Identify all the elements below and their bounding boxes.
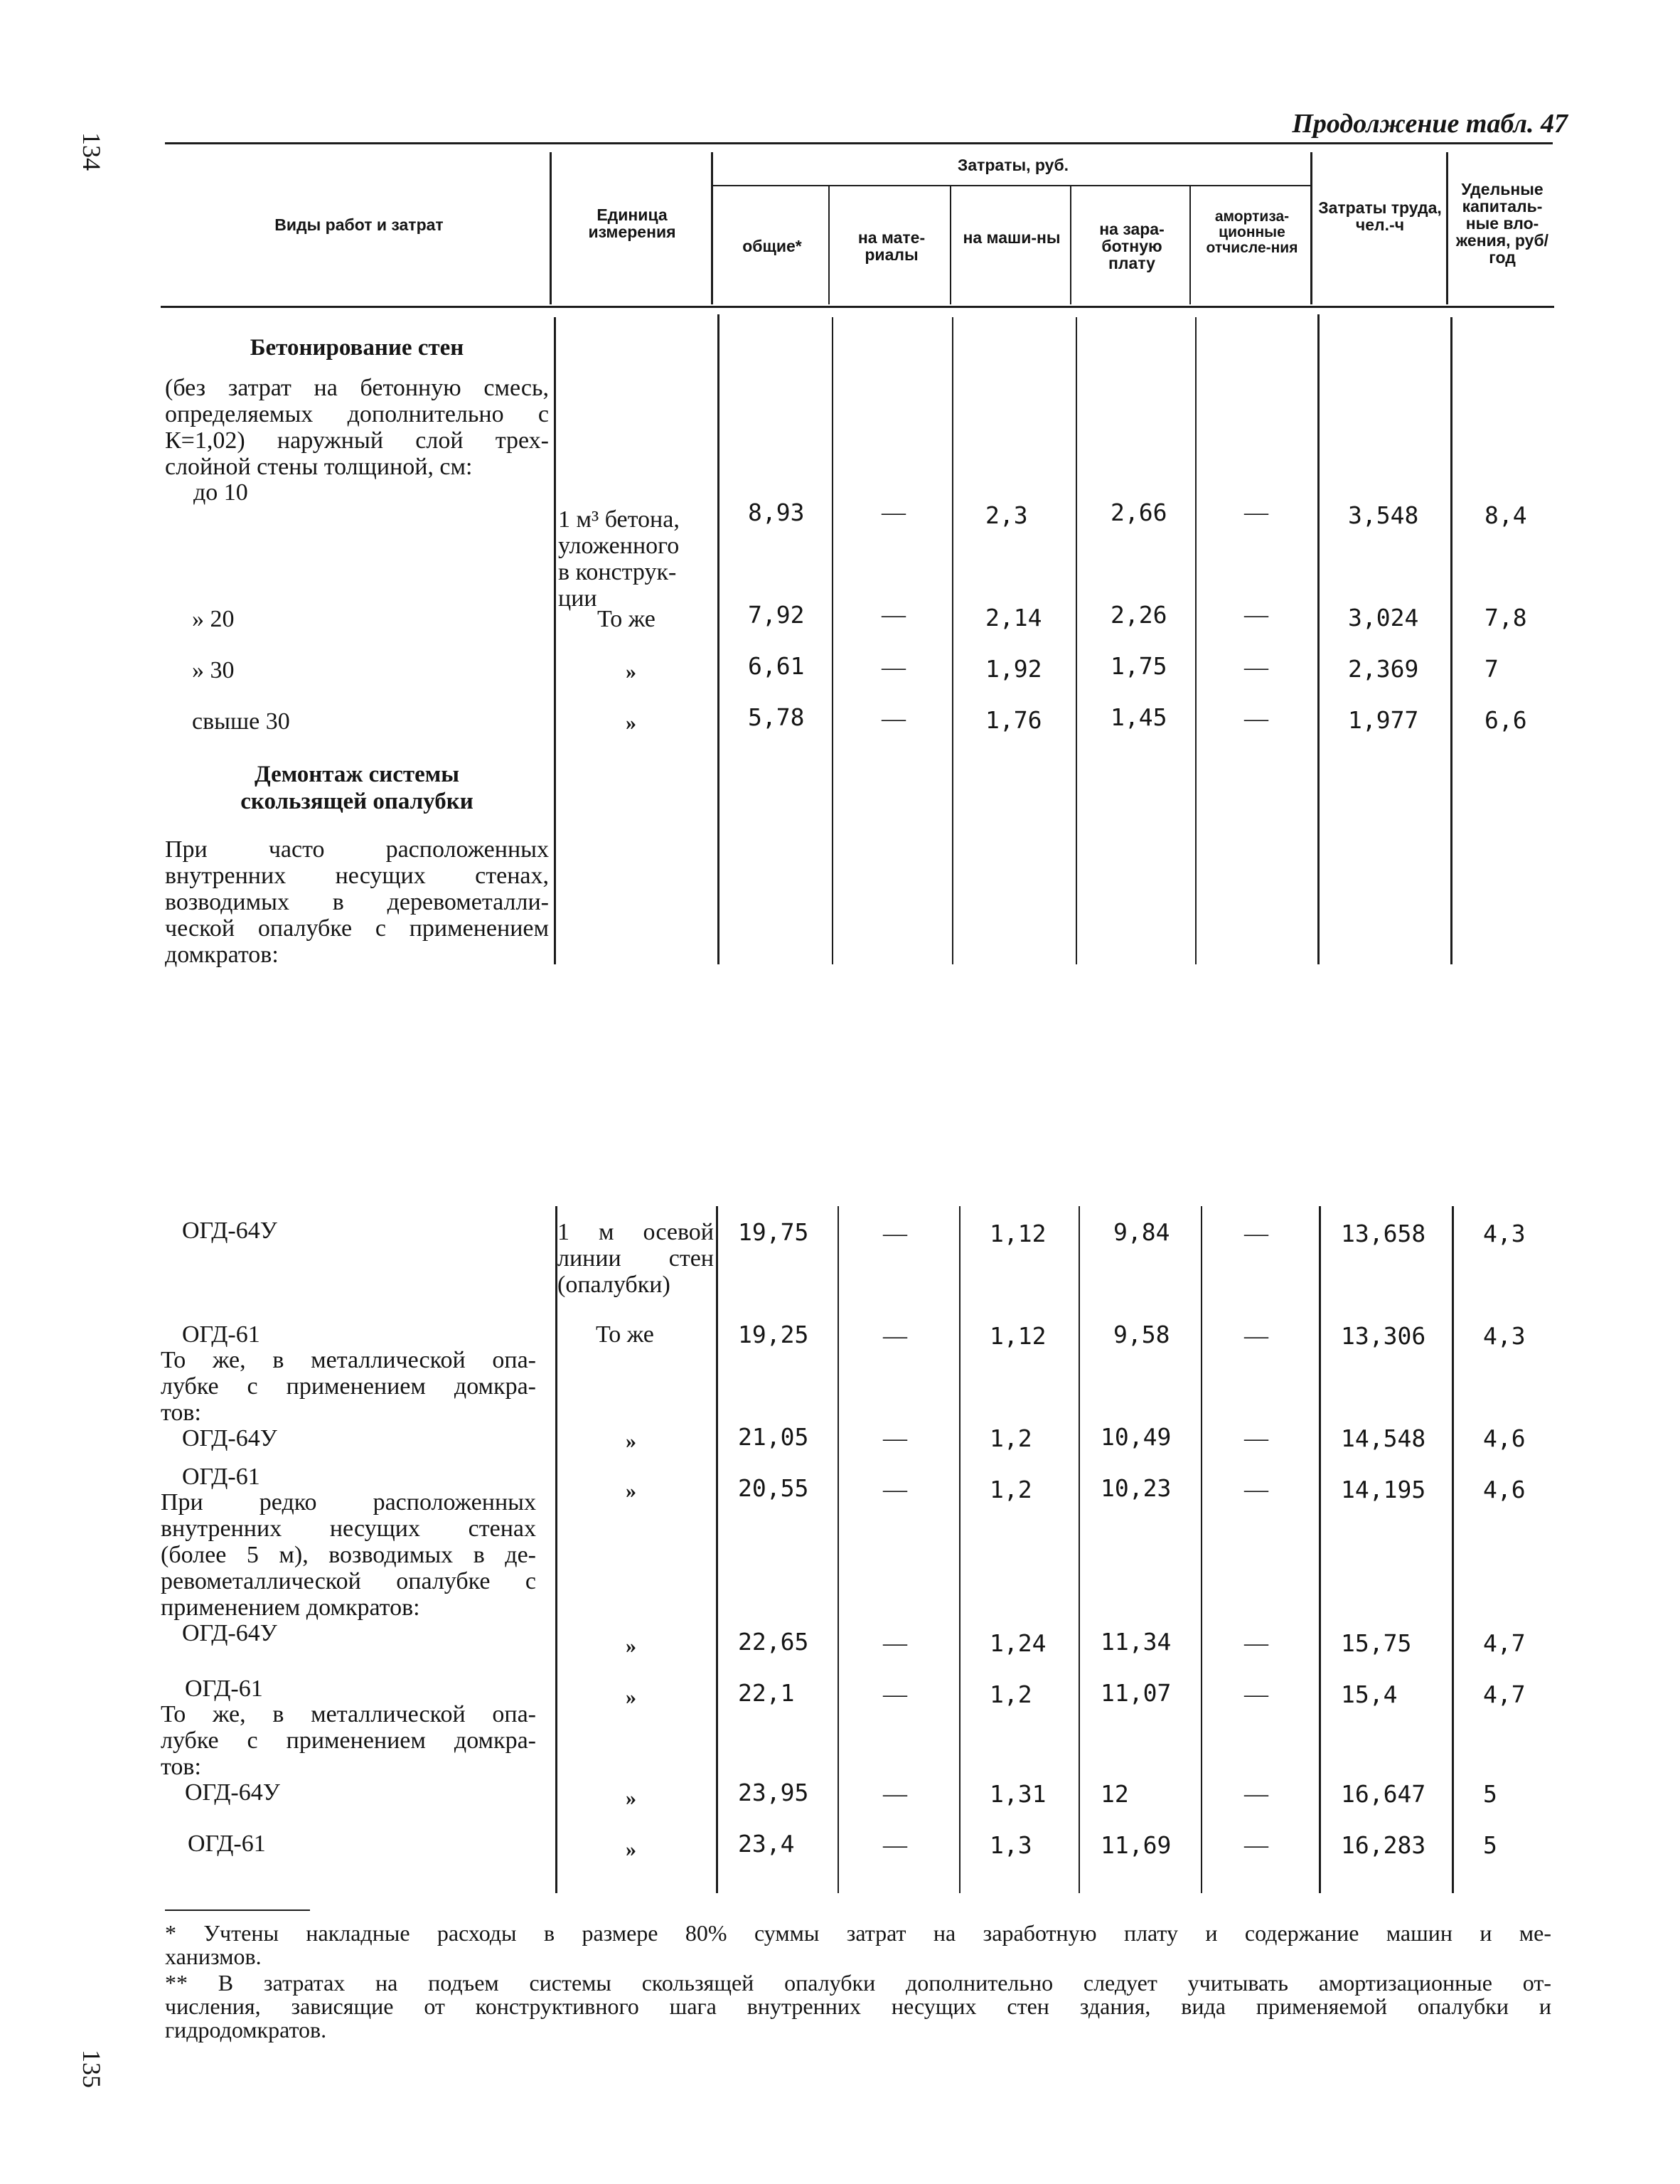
cell-labor: 3,548 [1348,501,1419,529]
header-vline [1189,186,1191,304]
cell-machines: 1,31 [990,1780,1047,1808]
header-vline [950,186,951,304]
row-label: ОГД-64У [182,1425,277,1451]
cell-wages: 9,58 [1113,1321,1170,1348]
cell-wages: 11,34 [1101,1628,1172,1656]
page-number-bottom: 135 [77,2050,106,2088]
row-label: ОГД-61 [182,1464,260,1490]
cell-wages: 11,07 [1101,1679,1172,1707]
cell-capital: 4,3 [1483,1322,1526,1350]
section-title-concreting: Бетонирование стен [250,335,464,361]
header-vline [1070,186,1071,304]
header-vline [1446,152,1448,304]
cell-labor: 2,369 [1348,655,1419,683]
cell-capital: 7,8 [1484,604,1527,632]
cell-machines: 1,92 [985,655,1042,683]
cell-wages: 1,45 [1111,703,1167,731]
row-label: » 20 [192,606,235,632]
cell-total: 5,78 [748,703,805,731]
cell-labor: 16,283 [1341,1831,1426,1859]
body-vline [1195,317,1197,964]
cell-materials: — [883,1476,907,1503]
cell-materials: — [883,1425,907,1451]
cell-machines: 1,2 [990,1476,1032,1503]
cell-wages: 2,66 [1111,499,1167,526]
row-label: свыше 30 [192,708,290,735]
cell-depreciation: — [1244,1425,1268,1451]
body-vline [1450,317,1452,964]
cell-materials: — [883,1220,907,1247]
page-number-top: 134 [77,132,106,171]
header-depreciation: амортиза-ционные отчисле-ния [1206,208,1298,256]
cell-depreciation: — [1244,1630,1268,1656]
body-vline [1079,1206,1080,1893]
cell-total: 22,65 [738,1628,809,1656]
cell-wages: 10,23 [1101,1474,1172,1502]
header-costs-group: Затраты, руб. [957,156,1069,174]
header-total: общие* [742,237,802,255]
note-metal-formwork: То же, в металлической опа- лубке с применением домкра- тов: [161,1347,536,1426]
row-unit: То же [596,1321,654,1348]
cell-materials: — [882,654,906,681]
cell-machines: 1,24 [990,1629,1047,1657]
cell-machines: 1,3 [990,1831,1032,1859]
cell-capital: 4,3 [1483,1220,1526,1247]
cell-depreciation: — [1244,654,1268,681]
row-unit: 1 м³ бетона, уложенного в конструк- ции [558,506,680,612]
table-top-rule [165,142,1553,144]
cell-wages: 1,75 [1111,652,1167,680]
cell-labor: 13,658 [1341,1220,1426,1247]
header-capital: Удельные капиталь-ные вло-жения, руб/год [1455,180,1549,267]
body-vline [832,317,833,964]
cell-labor: 13,306 [1341,1322,1426,1350]
row-label: ОГД-64У [182,1620,277,1646]
cell-depreciation: — [1244,602,1268,628]
cell-total: 22,1 [738,1679,795,1707]
row-unit: » [626,660,636,683]
cell-materials: — [882,705,906,732]
section-title-dismantling: Демонтаж системы скользящей опалубки [240,762,473,814]
note-rare-walls: При редко расположенных внутренних несущих стенах (более 5 м), возводимых в де- ревометаллической опалубке с применением домкратов: [161,1489,536,1621]
row-unit: » [626,1786,636,1810]
cell-total: 7,92 [748,601,805,629]
cell-labor: 1,977 [1348,706,1419,734]
cell-capital: 7 [1484,655,1499,683]
cell-total: 23,4 [738,1830,795,1858]
body-vline [952,317,953,964]
cell-depreciation: — [1244,1323,1268,1349]
row-label: ОГД-64У [185,1779,280,1806]
cell-capital: 8,4 [1484,501,1527,529]
row-unit: » [626,711,636,735]
cell-labor: 14,548 [1341,1424,1426,1452]
cell-machines: 1,2 [990,1680,1032,1708]
body-vline [959,1206,961,1893]
cell-wages: 2,26 [1111,601,1167,629]
cell-machines: 1,12 [990,1220,1047,1247]
header-bottom-rule [161,306,1554,308]
body-vline [554,317,556,964]
cell-depreciation: — [1244,705,1268,732]
cell-total: 23,95 [738,1779,809,1806]
cell-wages: 10,49 [1101,1423,1172,1451]
continuation-title: Продолжение табл. 47 [1292,109,1568,139]
header-wages: на зара-ботную плату [1099,220,1165,272]
cell-total: 8,93 [748,499,805,526]
cell-depreciation: — [1244,1681,1268,1708]
cell-labor: 3,024 [1348,604,1419,632]
body-vline [1319,1206,1321,1893]
cell-materials: — [883,1781,907,1807]
row-label: ОГД-61 [182,1321,260,1348]
cell-capital: 6,6 [1484,706,1527,734]
cell-capital: 4,7 [1483,1680,1526,1708]
section-description: При часто расположенных внутренних несущих стенах, возводимых в деревометалли- ческой опалубке с применением домкратов: [165,836,549,968]
cell-depreciation: — [1244,1220,1268,1247]
cell-total: 19,75 [738,1218,809,1246]
header-materials: на мате-риалы [857,228,926,264]
cell-materials: — [883,1323,907,1349]
row-unit: » [626,1479,636,1503]
cell-total: 19,25 [738,1321,809,1348]
cell-wages: 11,69 [1101,1831,1172,1859]
cell-capital: 4,6 [1483,1424,1526,1452]
row-label: » 30 [192,657,235,683]
body-vline [1076,317,1077,964]
header-unit: Единица измерения [588,206,676,241]
header-works: Виды работ и затрат [274,215,444,234]
body-vline [555,1206,557,1893]
cell-capital: 5 [1483,1780,1497,1808]
row-unit: 1 м осевой линии стен (опалубки) [557,1219,714,1298]
row-label: ОГД-61 [188,1831,266,1857]
cell-materials: — [883,1832,907,1858]
cell-depreciation: — [1244,499,1268,526]
section-description: (без затрат на бетонную смесь, определяемых дополнительно с К=1,02) наружный слой трех- слойной стены толщиной, см: [165,375,549,480]
cell-wages: 9,84 [1113,1218,1170,1246]
cell-depreciation: — [1244,1781,1268,1807]
cell-labor: 15,4 [1341,1680,1398,1708]
header-vline [550,152,552,304]
cell-machines: 2,3 [985,501,1028,529]
cell-depreciation: — [1244,1832,1268,1858]
cell-labor: 16,647 [1341,1780,1426,1808]
row-unit: То же [597,606,656,632]
cell-total: 20,55 [738,1474,809,1502]
row-unit: » [626,1838,636,1861]
row-unit: » [626,1634,636,1658]
row-unit: » [626,1429,636,1453]
row-unit: » [626,1685,636,1709]
cell-materials: — [882,499,906,526]
cell-materials: — [883,1681,907,1708]
cell-materials: — [882,602,906,628]
footnote-rule [165,1909,310,1911]
cell-capital: 5 [1483,1831,1497,1859]
row-label: ОГД-64У [182,1218,277,1244]
footnote-overhead: * Учтены накладные расходы в размере 80% суммы затрат на заработную плату и содержание машин и ме- ханизмов. [165,1920,1551,1969]
cell-capital: 4,6 [1483,1476,1526,1503]
header-labor: Затраты труда, чел.-ч [1318,198,1442,234]
cell-capital: 4,7 [1483,1629,1526,1657]
cell-machines: 1,76 [985,706,1042,734]
body-vline [1452,1206,1454,1893]
header-vline [711,152,713,304]
body-vline [717,314,719,964]
cell-labor: 14,195 [1341,1476,1426,1503]
row-label: ОГД-61 [185,1676,263,1702]
cell-total: 6,61 [748,652,805,680]
footnote-depreciation: ** В затратах на подъем системы скользящей опалубки дополнительно следует учитывать амортизационные от- числения, зависящие от конструктивного шага внутренних несущих стен здания, вида применяемой опалубки и гидродомкратов. [165,1970,1551,2042]
cell-depreciation: — [1244,1476,1268,1503]
body-vline [1317,314,1320,964]
header-vline [828,186,830,304]
header-machines: на маши-ны [963,228,1061,247]
cell-machines: 1,12 [990,1322,1047,1350]
header-vline [1310,152,1312,304]
row-label: до 10 [193,479,248,506]
body-vline [716,1206,718,1893]
cell-total: 21,05 [738,1423,809,1451]
cell-machines: 2,14 [985,604,1042,632]
body-vline [838,1206,839,1893]
cell-labor: 15,75 [1341,1629,1412,1657]
note-metal-formwork: То же, в металлической опа- лубке с применением домкра- тов: [161,1701,536,1780]
cell-materials: — [883,1630,907,1656]
body-vline [1201,1206,1202,1893]
costs-group-rule [712,185,1311,186]
cell-wages: 12 [1101,1780,1129,1808]
cell-machines: 1,2 [990,1424,1032,1452]
